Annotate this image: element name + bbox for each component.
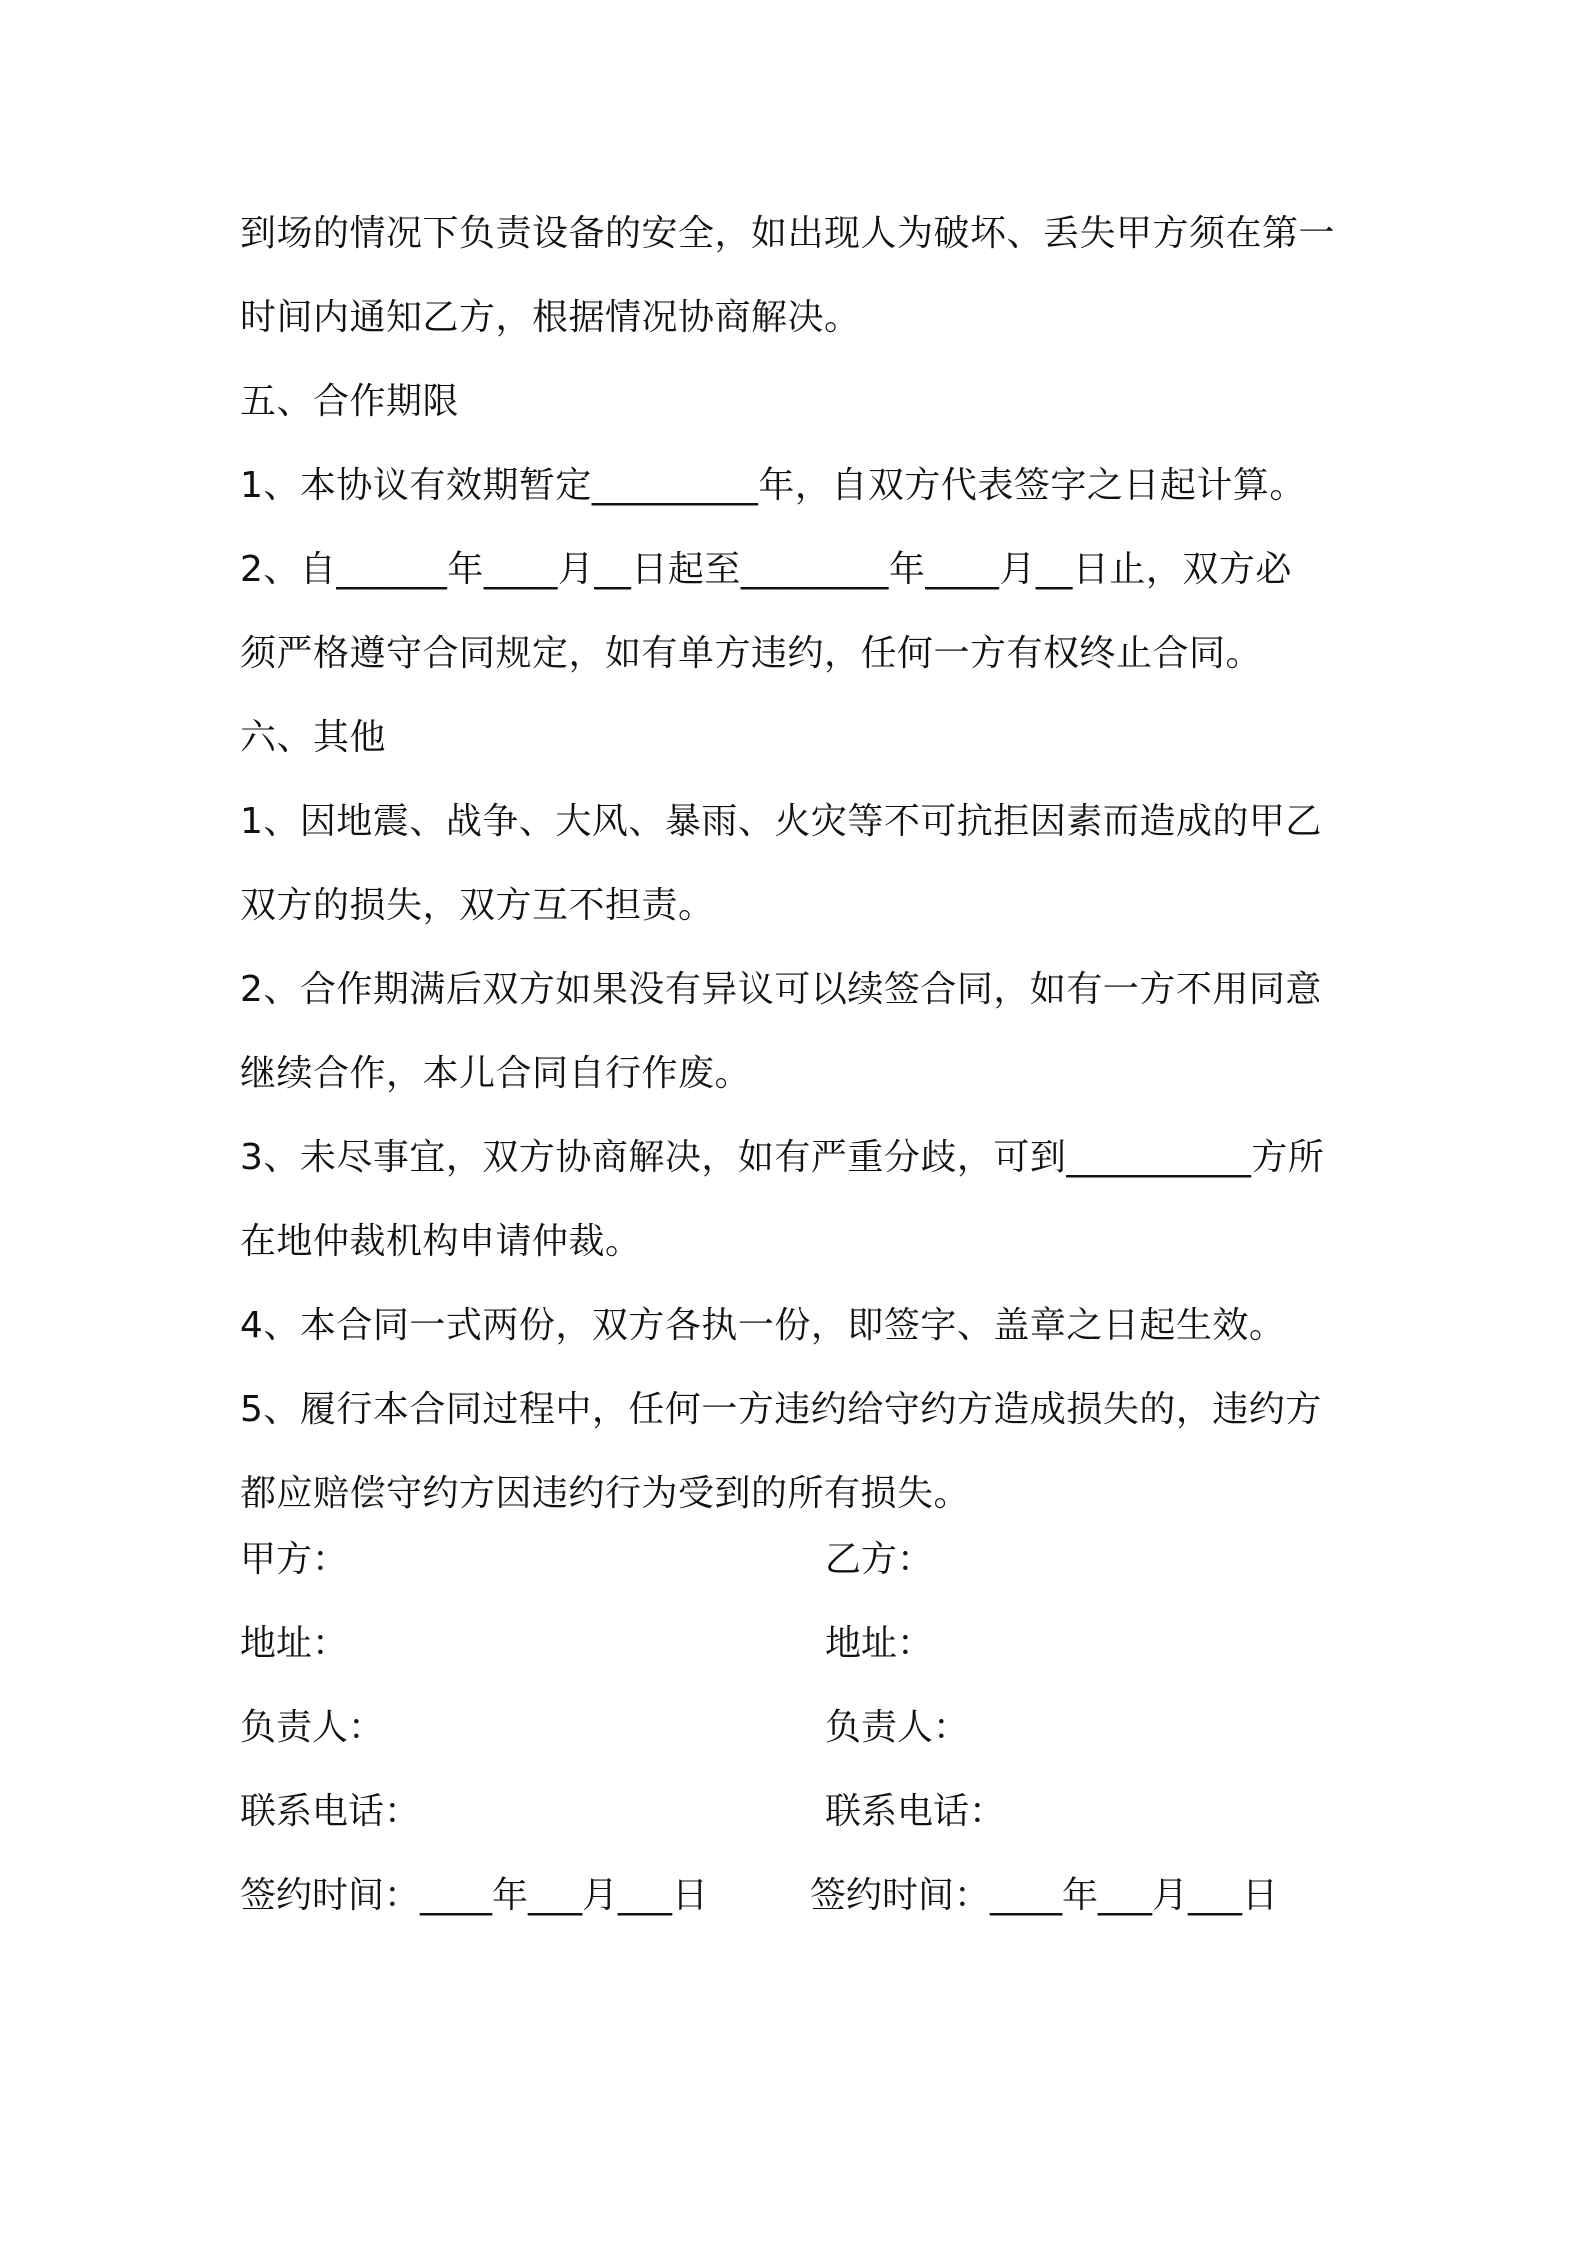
paragraph-line: 继续合作，本儿合同自行作废。	[240, 1053, 752, 1094]
party-a-date-label: 签约时间：____年___月___日	[240, 1875, 709, 1916]
paragraph-line: 都应赔偿守约方因违约行为受到的所有损失。	[240, 1473, 971, 1514]
paragraph-line: 须严格遵守合同规定，如有单方违约，任何一方有权终止合同。	[240, 633, 1263, 674]
paragraph-line: 2、自______年____月__日起至________年____月__日止，双方必	[240, 549, 1292, 590]
signature-row-date	[240, 1854, 1365, 1938]
party-a-label: 甲方：	[240, 1539, 349, 1580]
paragraph-line: 在地仲裁机构申请仲裁。	[240, 1221, 642, 1262]
party-b-label: 乙方：	[825, 1539, 934, 1580]
contract-body	[240, 192, 1365, 1536]
section-heading-other: 六、其他	[240, 717, 387, 758]
party-a-phone-label: 联系电话：	[240, 1791, 421, 1832]
party-a-address-label: 地址：	[240, 1623, 349, 1664]
paragraph-line: 双方的损失，双方互不担责。	[240, 885, 715, 926]
paragraph-line: 1、本协议有效期暂定_________年，自双方代表签字之日起计算。	[240, 465, 1306, 506]
party-b-address-label: 地址：	[825, 1623, 934, 1664]
signature-row-party	[240, 1518, 1365, 1602]
paragraph-line: 3、未尽事宜，双方协商解决，如有严重分歧，可到__________方所	[240, 1137, 1325, 1178]
party-b-person-label: 负责人：	[825, 1707, 970, 1748]
paragraph-line: 4、本合同一式两份，双方各执一份，即签字、盖章之日起生效。	[240, 1305, 1286, 1346]
paragraph-line: 5、履行本合同过程中，任何一方违约给守约方造成损失的，违约方	[240, 1389, 1322, 1430]
paragraph-line: 到场的情况下负责设备的安全，如出现人为破坏、丢失甲方须在第一	[240, 213, 1336, 254]
paragraph-line: 1、因地震、战争、大风、暴雨、火灾等不可抗拒因素而造成的甲乙	[240, 801, 1322, 842]
signature-block	[240, 1518, 1365, 1938]
party-a-person-label: 负责人：	[240, 1707, 385, 1748]
paragraph-line: 2、合作期满后双方如果没有异议可以续签合同，如有一方不用同意	[240, 969, 1322, 1010]
signature-row-person	[240, 1686, 1365, 1770]
party-b-date-label: 签约时间：____年___月___日	[810, 1875, 1279, 1916]
section-heading-cooperation-term: 五、合作期限	[240, 381, 460, 422]
paragraph-line: 时间内通知乙方，根据情况协商解决。	[240, 297, 861, 338]
signature-row-address	[240, 1602, 1365, 1686]
signature-row-phone	[240, 1770, 1365, 1854]
party-b-phone-label: 联系电话：	[825, 1791, 1006, 1832]
